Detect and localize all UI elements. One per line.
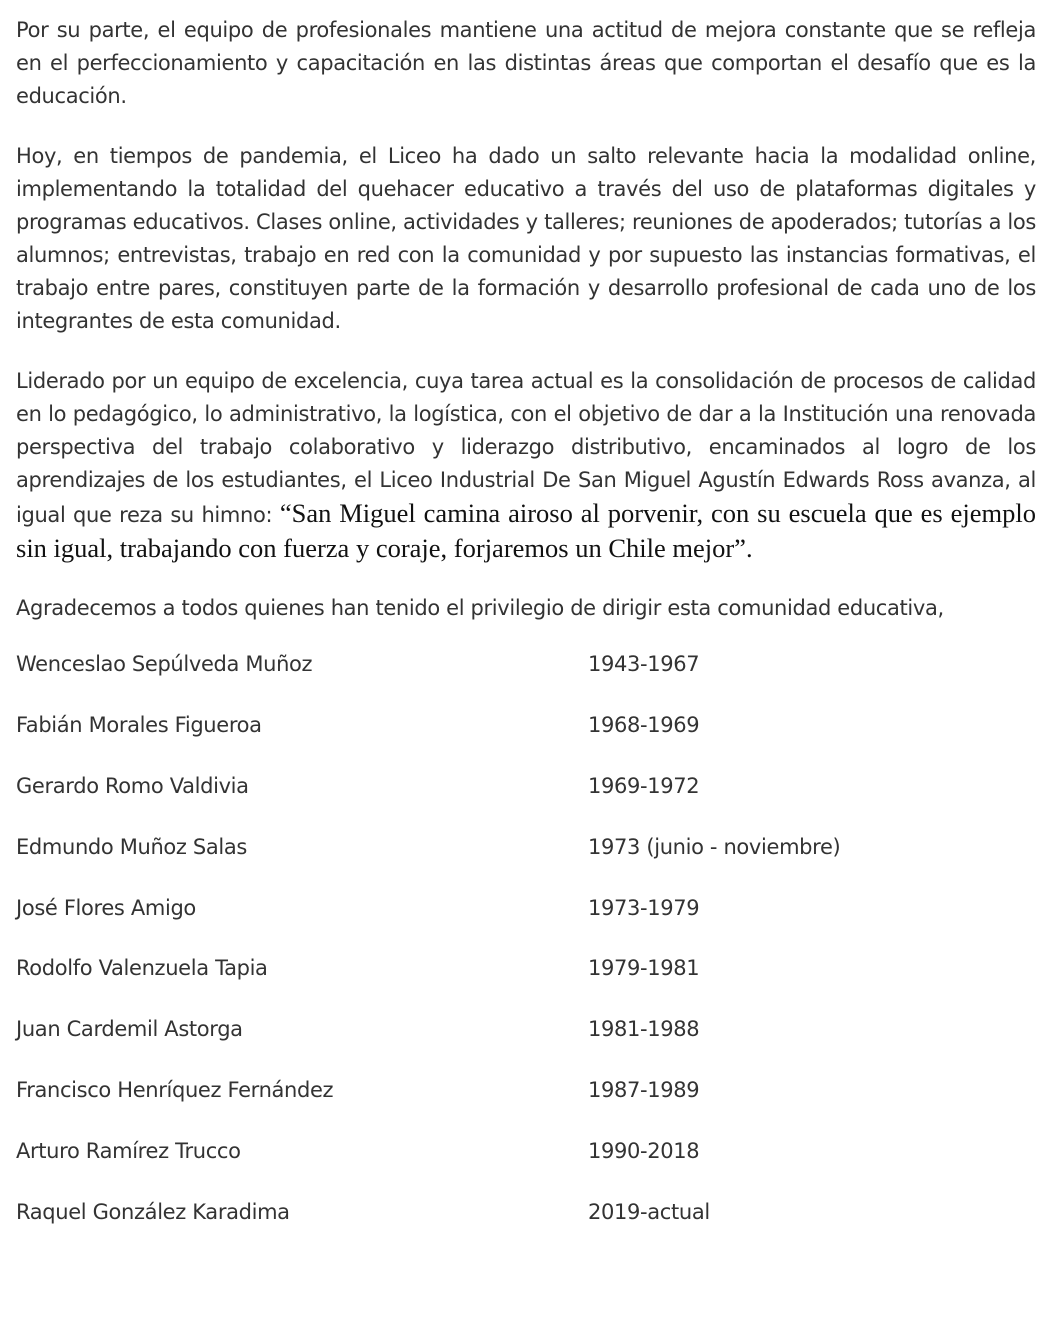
director-name: Juan Cardemil Astorga	[16, 1017, 243, 1042]
director-name: Arturo Ramírez Trucco	[16, 1138, 241, 1163]
director-row	[16, 877, 1036, 938]
director-name: Francisco Henríquez Fernández	[16, 1077, 334, 1102]
director-period: 1987-1989	[588, 1077, 700, 1102]
director-row	[16, 634, 1036, 695]
director-period: 1990-2018	[588, 1138, 700, 1163]
director-row	[16, 1120, 1036, 1181]
article-body	[16, 14, 1036, 1242]
director-name: Rodolfo Valenzuela Tapia	[16, 956, 268, 981]
himno-quote: “San Miguel camina airoso al porvenir, con su escuela que es ejemplo sin igual, trabajando con fuerza y coraje, forjaremos un Chile mejor”.	[16, 498, 1036, 563]
director-name: Raquel González Karadima	[16, 1199, 290, 1224]
director-name: José Flores Amigo	[16, 895, 196, 920]
paragraph-pandemia: Hoy, en tiempos de pandemia, el Liceo ha dado un salto relevante hacia la modalidad online, implementando la totalidad del quehacer educativo a través del uso de plataformas digitales y programas educativos. Clases online, actividades y talleres; reuniones de apoderados; tutorías a los alumnos; entrevistas, trabajo en red con la comunidad y por supuesto las instancias formativas, el trabajo entre pares, constituyen parte de la formación y desarrollo profesional de cada uno de los integrantes de esta comunidad.	[16, 144, 1036, 333]
paragraph-professional-team: Por su parte, el equipo de profesionales mantiene una actitud de mejora constante que se refleja en el perfeccionamiento y capacitación en las distintas áreas que comportan el desafío que es la educación.	[16, 18, 1036, 108]
director-row	[16, 938, 1036, 999]
director-period: 1973 (junio - noviembre)	[588, 834, 841, 859]
director-period: 1973-1979	[588, 895, 700, 920]
director-row	[16, 816, 1036, 877]
director-name: Gerardo Romo Valdivia	[16, 773, 249, 798]
director-period: 1981-1988	[588, 1017, 700, 1042]
director-row	[16, 756, 1036, 817]
paragraph-liderazgo	[16, 365, 1036, 567]
director-row	[16, 695, 1036, 756]
director-period: 2019-actual	[588, 1199, 710, 1224]
director-period: 1943-1967	[588, 652, 700, 677]
paragraph-agradecimiento: Agradecemos a todos quienes han tenido el privilegio de dirigir esta comunidad educativa,	[16, 596, 944, 620]
directors-list	[16, 634, 1036, 1242]
director-period: 1969-1972	[588, 773, 700, 798]
director-name: Wenceslao Sepúlveda Muñoz	[16, 652, 313, 677]
paragraph-liderazgo-text: Liderado por un equipo de excelencia, cuya tarea actual es la consolidación de procesos de calidad en lo pedagógico, lo administrativo, la logística, con el objetivo de dar a la Institución una renovada perspectiva del trabajo colaborativo y liderazgo distributivo, encaminados al logro de los aprendizajes de los estudiantes, el Liceo Industrial De San Miguel Agustín Edwards Ross avanza, al igual que reza su himno:	[16, 369, 1036, 527]
director-period: 1979-1981	[588, 956, 700, 981]
director-row	[16, 999, 1036, 1060]
director-name: Edmundo Muñoz Salas	[16, 834, 248, 859]
director-row	[16, 1060, 1036, 1121]
director-row	[16, 1181, 1036, 1242]
director-name: Fabián Morales Figueroa	[16, 713, 262, 738]
director-period: 1968-1969	[588, 713, 700, 738]
